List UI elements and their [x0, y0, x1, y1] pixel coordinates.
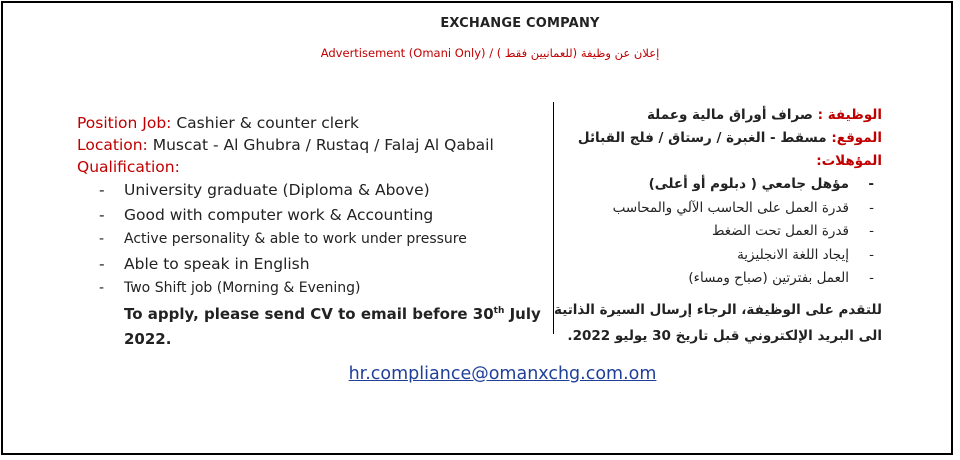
apply-sup: th: [493, 305, 505, 316]
arabic-location-value: مسقط - الغبرة / رستاق / فلج القبائل: [577, 130, 832, 146]
apply-text-part: July: [504, 304, 541, 323]
contact-email-link[interactable]: hr.compliance@omanxchg.com.om: [348, 364, 657, 384]
arabic-qualification-item: - قدرة العمل على الحاسب الآلي والمحاسب: [552, 197, 882, 221]
arabic-qualification-item: - العمل بفترتين (صباح ومساء): [552, 267, 882, 291]
position-value: Cashier & counter clerk: [176, 114, 359, 132]
arabic-qualification-item: - قدرة العمل تحت الضغط: [552, 220, 882, 244]
location-label: Location:: [77, 136, 148, 154]
arabic-location-label: الموقع:: [831, 130, 882, 146]
arabic-job-label: الوظيفة :: [817, 107, 882, 123]
qualification-item: - Able to speak in English: [77, 252, 547, 277]
ad-subtitle: [0, 46, 960, 60]
subtitle-arabic: إعلان عن وظيفة (للعمانيين فقط ): [496, 46, 660, 60]
arabic-qualification-item: - إيجاد اللغة الانجليزية: [552, 244, 882, 268]
english-section: [77, 112, 547, 352]
apply-year: 2022.: [124, 329, 172, 348]
qualification-item: - Two Shift job (Morning & Evening): [77, 276, 547, 301]
subtitle-english: Advertisement (Omani Only) /: [320, 46, 494, 60]
qualification-list: [77, 178, 547, 301]
arabic-location-line: [552, 127, 882, 150]
arabic-apply-line: الى البريد الإلكتروني قبل تاريخ 30 يوليو 2022.: [567, 327, 882, 344]
position-label: Position Job:: [77, 114, 172, 132]
qualification-item: - University graduate (Diploma & Above): [77, 178, 547, 203]
apply-instructions: [77, 299, 547, 352]
qualification-item: - Good with computer work & Accounting: [77, 203, 547, 228]
location-line: [77, 134, 547, 156]
arabic-section: [552, 104, 882, 349]
location-value: Muscat - Al Ghubra / Rustaq / Falaj Al Qabail: [152, 136, 494, 154]
arabic-apply-line: للتقدم على الوظيفة، الرجاء إرسال السيرة الذاتية: [554, 301, 882, 318]
qualification-label: Qualification:: [77, 158, 180, 176]
arabic-apply-instructions: [552, 297, 882, 349]
company-title: EXCHANGE COMPANY: [440, 16, 600, 31]
arabic-qualification-label: المؤهلات:: [816, 153, 882, 169]
position-line: [77, 112, 547, 134]
arabic-job-value: صراف أوراق مالية وعملة: [647, 107, 818, 123]
arabic-qualification-list: [552, 173, 882, 291]
arabic-job-line: [552, 104, 882, 127]
qualification-item: - Active personality & able to work under pressure: [77, 227, 547, 252]
arabic-qualification-item: - مؤهل جامعي ( دبلوم أو أعلى): [552, 173, 882, 197]
apply-text-part: To apply, please send CV to email before 30: [124, 304, 494, 323]
